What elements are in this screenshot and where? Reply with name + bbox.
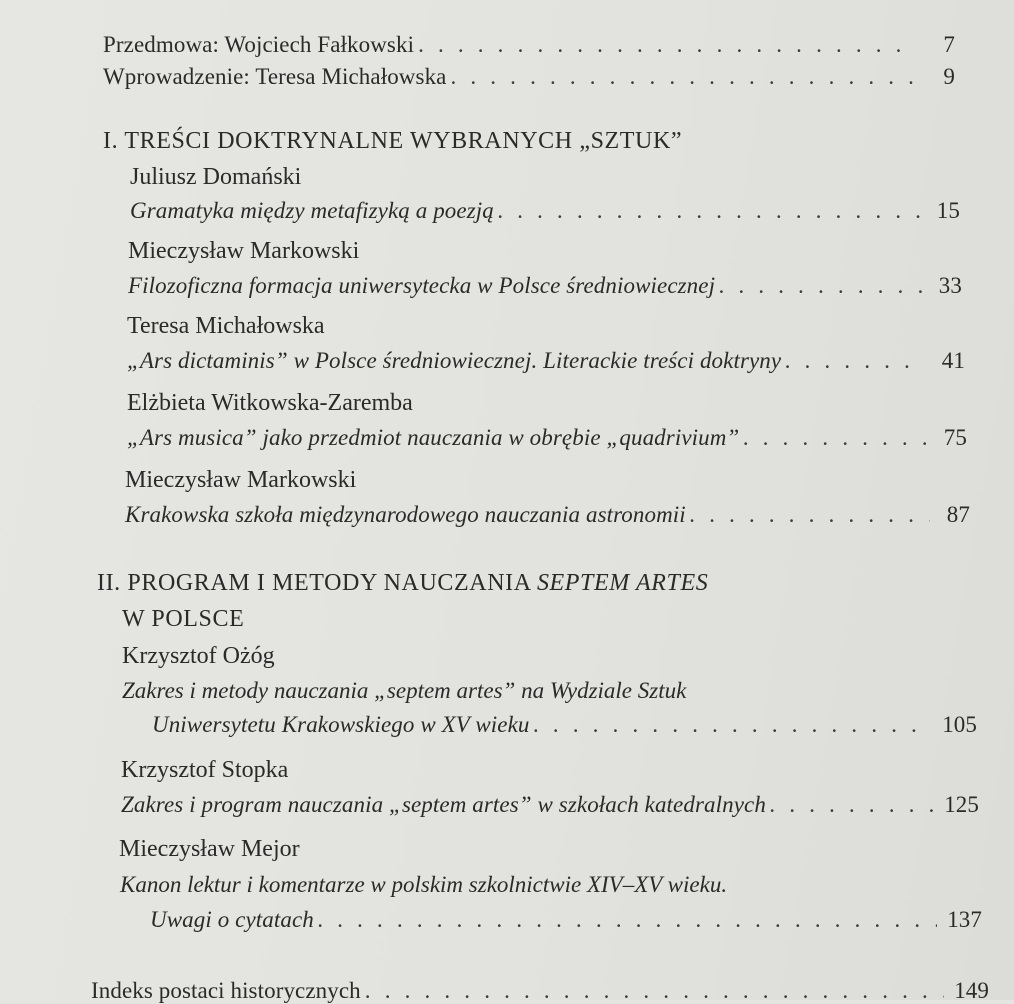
toc-entry [121, 792, 979, 818]
toc-entry-title: Przedmowa: Wojciech Fałkowski [103, 32, 415, 57]
toc-entry-title: „Ars musica” jako przedmiot nauczania w obrębie „quadrivium” [127, 425, 740, 450]
page-number: 125 [944, 792, 979, 817]
page-number: 105 [942, 712, 977, 737]
toc-author: Mieczysław Markowski [125, 467, 357, 493]
toc-entry [127, 348, 965, 374]
leader-dots [719, 273, 922, 299]
page-number: 15 [936, 198, 960, 223]
page-number: 9 [943, 64, 955, 89]
toc-entry [130, 198, 960, 224]
leader-dots [365, 978, 944, 1004]
toc-entry-introduction [103, 64, 955, 90]
leader-dots [770, 792, 934, 818]
leader-dots [498, 198, 920, 224]
toc-entry-title: „Ars dictaminis” w Polsce średniowiecznej. Literackie treści doktryny [127, 348, 782, 373]
part-2-heading-text: II. PROGRAM I METODY NAUCZANIA [97, 570, 537, 596]
toc-author: Krzysztof Stopka [121, 757, 289, 783]
toc-entry-index [91, 978, 989, 1004]
toc-entry-title: Zakres i program nauczania „septem artes” w szkołach katedralnych [121, 792, 766, 817]
toc-entry-preface [103, 32, 955, 58]
part-2-heading-line2: W POLSCE [122, 606, 245, 632]
toc-entry-title-line1: Kanon lektur i komentarze w polskim szkolnictwie XIV–XV wieku. [120, 872, 728, 897]
toc-entry [125, 502, 970, 528]
toc-entry-title: Filozoficzna formacja uniwersytecka w Polsce średniowiecznej [128, 273, 716, 298]
page-number: 137 [947, 907, 982, 932]
toc-entry-title: Indeks postaci historycznych [91, 978, 361, 1003]
toc-entry [150, 907, 982, 933]
toc-entry-title: Uniwersytetu Krakowskiego w XV wieku [152, 712, 530, 737]
toc-entry-title: Gramatyka między metafizyką a poezją [130, 198, 494, 223]
page-number: 149 [954, 978, 989, 1003]
leader-dots [785, 348, 925, 374]
page-number: 87 [946, 502, 970, 527]
leader-dots [690, 502, 930, 528]
toc-author: Krzysztof Ożóg [122, 643, 275, 669]
leader-dots [318, 907, 937, 933]
toc-author: Mieczysław Mejor [119, 836, 300, 862]
leader-dots [534, 712, 933, 738]
toc-entry-title-line1: Zakres i metody nauczania „septem artes” na Wydziale Sztuk [122, 678, 687, 703]
toc-author: Teresa Michałowska [127, 313, 325, 339]
page-number: 75 [943, 425, 967, 450]
part-2-heading [97, 570, 708, 597]
toc-author: Juliusz Domański [130, 164, 302, 190]
leader-dots [418, 32, 915, 58]
toc-author: Mieczysław Markowski [128, 238, 360, 264]
toc-entry [127, 425, 967, 451]
toc-entry [128, 273, 962, 299]
toc-author: Elżbieta Witkowska-Zaremba [127, 390, 413, 416]
page-number: 41 [941, 348, 965, 373]
page-number: 33 [938, 273, 962, 298]
toc-entry-title: Wprowadzenie: Teresa Michałowska [103, 64, 447, 89]
leader-dots [743, 425, 927, 451]
page-number: 7 [943, 32, 955, 57]
toc-entry-title: Uwagi o cytatach [150, 907, 314, 932]
toc-entry [152, 712, 977, 738]
part-2-heading-italic: SEPTEM ARTES [536, 570, 709, 596]
leader-dots [450, 64, 915, 90]
toc-entry-title: Krakowska szkoła międzynarodowego nauczania astronomii [125, 502, 686, 527]
part-1-heading: I. TREŚCI DOKTRYNALNE WYBRANYCH „SZTUK” [103, 128, 683, 154]
